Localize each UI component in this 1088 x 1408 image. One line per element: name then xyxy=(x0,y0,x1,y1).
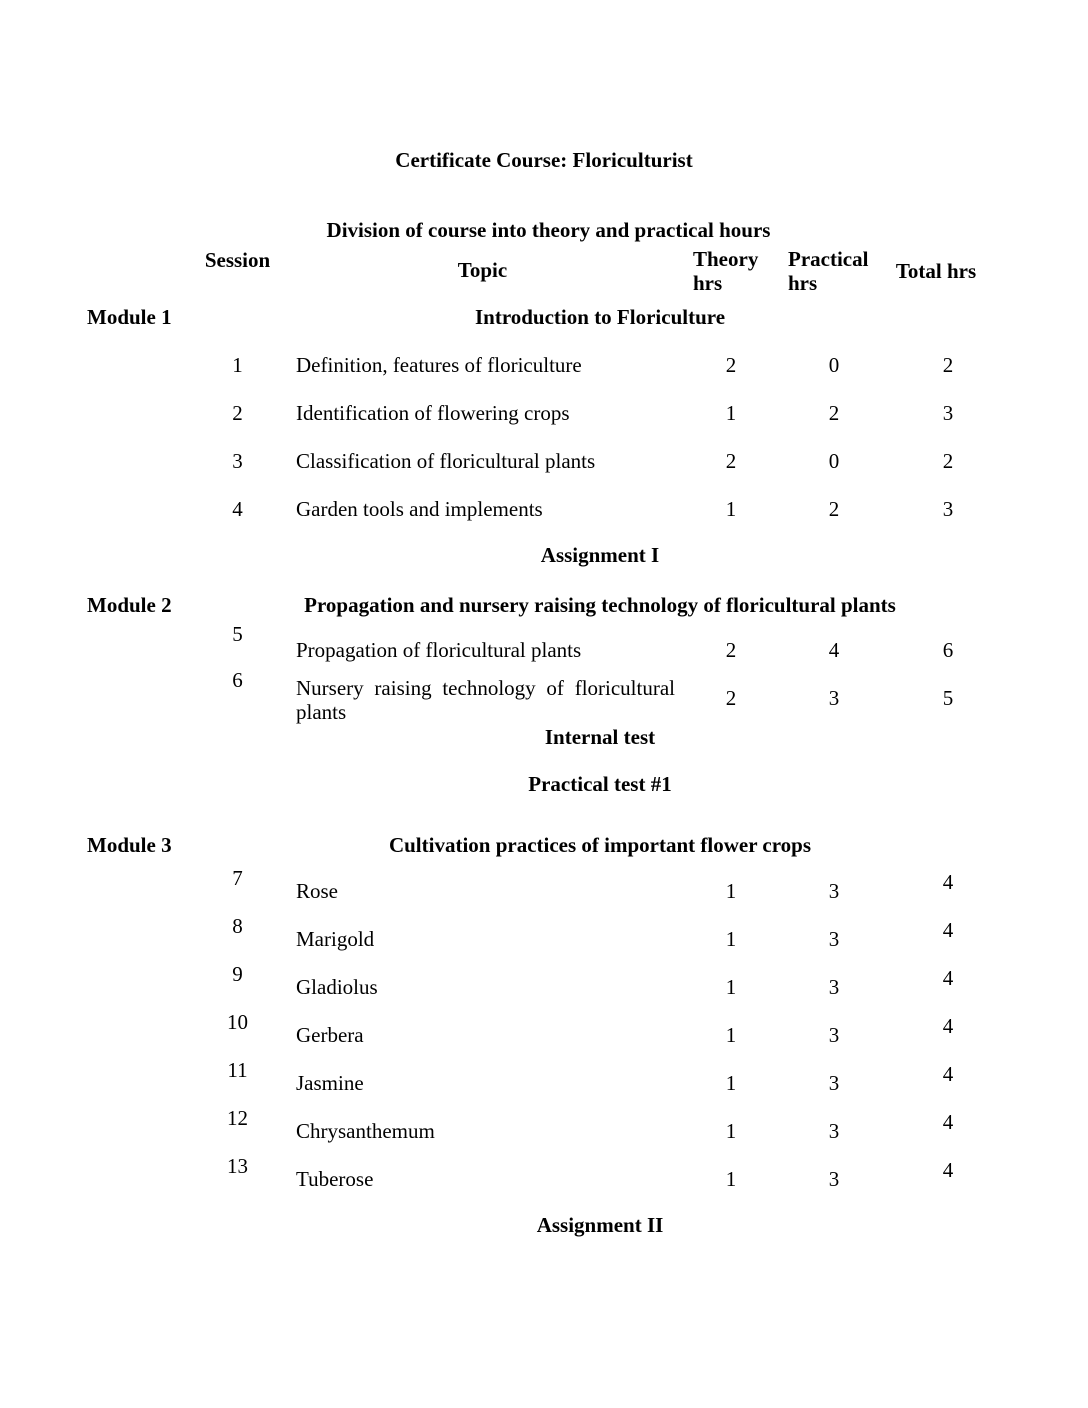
session-cell: 3 xyxy=(232,449,243,473)
table-row xyxy=(87,1010,1010,1058)
assignment-1-line: Assignment I xyxy=(540,543,660,567)
total-hrs-cell: 5 xyxy=(942,686,954,710)
table-row xyxy=(87,401,1010,425)
column-header-row xyxy=(87,245,1010,293)
module-3-heading: Cultivation practices of important flower crops xyxy=(388,833,812,857)
theory-hrs-cell: 1 xyxy=(725,1023,737,1047)
module-2-label: Module 2 xyxy=(87,593,172,617)
topic-cell: Gladiolus xyxy=(296,975,378,999)
session-cell: 9 xyxy=(232,962,243,986)
total-hrs-cell: 4 xyxy=(942,1158,954,1182)
total-hrs-cell: 3 xyxy=(942,497,954,521)
session-cell: 12 xyxy=(227,1106,248,1130)
total-hrs-cell: 4 xyxy=(942,1110,954,1134)
table-row xyxy=(87,914,1010,962)
practical-hrs-column-header: Practical hrs xyxy=(788,247,869,295)
topic-cell: Definition, features of floriculture xyxy=(296,353,582,377)
theory-hrs-cell: 1 xyxy=(725,1071,737,1095)
table-row xyxy=(87,449,1010,473)
session-cell: 11 xyxy=(227,1058,248,1082)
practical-hrs-cell: 3 xyxy=(828,975,840,999)
theory-hrs-cell: 1 xyxy=(725,975,737,999)
total-hrs-column-header: Total hrs xyxy=(895,259,977,283)
total-hrs-cell: 2 xyxy=(942,353,954,377)
topic-cell: Propagation of floricultural plants xyxy=(296,638,582,662)
theory-hrs-cell: 1 xyxy=(725,1167,737,1191)
session-column-header: Session xyxy=(204,248,271,272)
total-hrs-cell: 3 xyxy=(942,401,954,425)
module-3-heading-row xyxy=(87,833,1010,857)
practical-hrs-cell: 3 xyxy=(828,879,840,903)
table-row xyxy=(87,866,1010,914)
total-hrs-cell: 4 xyxy=(942,1014,954,1038)
total-hrs-cell: 2 xyxy=(942,449,954,473)
session-cell: 5 xyxy=(232,622,243,646)
theory-hrs-cell: 2 xyxy=(725,686,737,710)
theory-hrs-cell: 1 xyxy=(725,497,737,521)
total-hrs-cell: 4 xyxy=(942,966,954,990)
assignment-2-line: Assignment II xyxy=(536,1213,664,1237)
theory-hrs-cell: 2 xyxy=(725,449,737,473)
theory-hrs-cell: 1 xyxy=(725,927,737,951)
internal-test-line: Internal test xyxy=(544,725,656,749)
table-row xyxy=(87,668,1010,724)
topic-cell: Classification of floricultural plants xyxy=(296,449,596,473)
theory-hrs-column-header: Theory hrs xyxy=(693,247,759,295)
total-hrs-cell: 4 xyxy=(942,870,954,894)
table-row xyxy=(87,962,1010,1010)
table-row xyxy=(87,622,1010,662)
session-cell: 10 xyxy=(227,1010,248,1034)
topic-cell: Chrysanthemum xyxy=(296,1119,435,1143)
practical-hrs-cell: 3 xyxy=(828,686,840,710)
practical-hrs-cell: 0 xyxy=(828,353,840,377)
topic-cell: Marigold xyxy=(296,927,375,951)
theory-hrs-cell: 2 xyxy=(725,638,737,662)
practical-hrs-cell: 3 xyxy=(828,1071,840,1095)
table-row xyxy=(87,353,1010,377)
practical-hrs-cell: 3 xyxy=(828,1167,840,1191)
session-cell: 2 xyxy=(232,401,243,425)
practical-hrs-cell: 3 xyxy=(828,1023,840,1047)
topic-cell: Gerbera xyxy=(296,1023,364,1047)
module-3-label: Module 3 xyxy=(87,833,172,857)
practical-test-1-line: Practical test #1 xyxy=(528,772,672,796)
module-column-header xyxy=(87,245,190,295)
topic-cell: Rose xyxy=(296,879,338,903)
practical-hrs-cell: 4 xyxy=(828,638,840,662)
table-row xyxy=(87,1058,1010,1106)
practical-hrs-cell: 3 xyxy=(828,927,840,951)
table-row xyxy=(87,1154,1010,1202)
module-1-heading: Introduction to Floriculture xyxy=(474,305,726,329)
total-hrs-cell: 6 xyxy=(942,638,954,662)
total-hrs-cell: 4 xyxy=(942,1062,954,1086)
module-2-heading-row xyxy=(87,593,1010,617)
session-cell: 8 xyxy=(232,914,243,938)
practical-hrs-cell: 3 xyxy=(828,1119,840,1143)
theory-hrs-cell: 1 xyxy=(725,879,737,903)
session-cell: 6 xyxy=(232,668,243,692)
session-cell: 7 xyxy=(232,866,243,890)
topic-cell: Nursery raising technology of floricultural plants xyxy=(296,676,675,724)
topic-column-header: Topic xyxy=(457,258,508,282)
practical-hrs-cell: 2 xyxy=(828,497,840,521)
topic-cell: Jasmine xyxy=(296,1071,364,1095)
table-row xyxy=(87,1106,1010,1154)
practical-hrs-cell: 2 xyxy=(828,401,840,425)
table-heading: Division of course into theory and practical hours xyxy=(326,218,771,242)
theory-hrs-cell: 1 xyxy=(725,401,737,425)
total-hrs-cell: 4 xyxy=(942,918,954,942)
table-row xyxy=(87,497,1010,521)
page-title: Certificate Course: Floriculturist xyxy=(395,148,693,172)
session-cell: 13 xyxy=(227,1154,248,1178)
topic-cell: Garden tools and implements xyxy=(296,497,543,521)
course-table xyxy=(87,218,1010,1237)
topic-cell: Tuberose xyxy=(296,1167,374,1191)
module-2-heading: Propagation and nursery raising technology of floricultural plants xyxy=(304,593,896,617)
theory-hrs-cell: 2 xyxy=(725,353,737,377)
theory-hrs-cell: 1 xyxy=(725,1119,737,1143)
module-1-label: Module 1 xyxy=(87,305,172,329)
topic-cell: Identification of flowering crops xyxy=(296,401,570,425)
module-1-heading-row xyxy=(87,305,1010,329)
session-cell: 1 xyxy=(232,353,243,377)
session-cell: 4 xyxy=(232,497,243,521)
practical-hrs-cell: 0 xyxy=(828,449,840,473)
